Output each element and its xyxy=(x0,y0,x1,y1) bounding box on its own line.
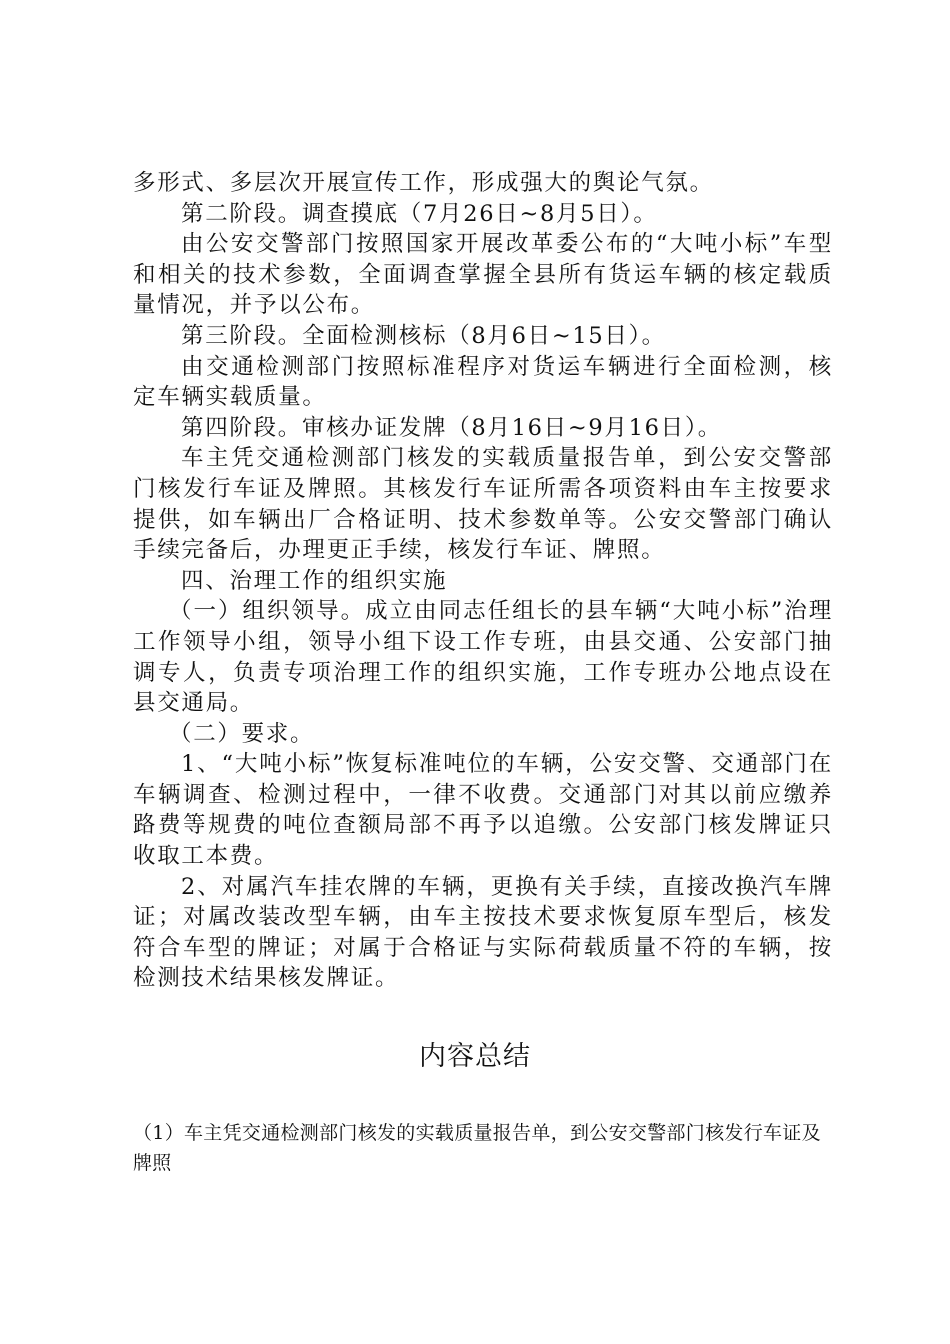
paragraph-stage-3-body: 由交通检测部门按照标准程序对货运车辆进行全面检测，核定车辆实载质量。 xyxy=(133,353,833,411)
section-4-heading: 四、治理工作的组织实施 xyxy=(181,567,448,594)
paragraph-requirements-heading: （二）要求。 xyxy=(169,720,315,747)
paragraph-stage-4-heading: 第四阶段。审核办证发牌（8月16日~9月16日）。 xyxy=(181,414,722,441)
summary-title: 内容总结 xyxy=(419,1041,531,1072)
paragraph-organization: （一）组织领导。成立由同志任组长的县车辆“大吨小标”治理工作领导小组，领导小组下设工作专班，由县交通、公安部门抽调专人，负责专项治理工作的组织实施，工作专班办公地点设在县交通局。 xyxy=(133,598,833,717)
paragraph-requirement-2: 2、对属汽车挂农牌的车辆，更换有关手续，直接改换汽车牌证；对属改装改型车辆，由车主按技术要求恢复原车型后，核发符合车型的牌证；对属于合格证与实际荷载质量不符的车辆，按检测技术结果核发牌证。 xyxy=(133,873,833,992)
paragraph-stage-2-body: 由公安交警部门按照国家开展改革委公布的“大吨小标”车型和相关的技术参数，全面调查掌握全县所有货运车辆的核定载质量情况，并予以公布。 xyxy=(133,231,833,319)
paragraph-stage-2-heading: 第二阶段。调查摸底（7月26日~8月5日）。 xyxy=(181,200,658,227)
paragraph-1: 多形式、多层次开展宣传工作，形成强大的舆论气氛。 xyxy=(133,170,714,196)
paragraph-stage-4-body: 车主凭交通检测部门核发的实载质量报告单，到公安交警部门核发行车证及牌照。其核发行车证所需各项资料由车主按要求提供，如车辆出厂合格证明、技术参数单等。公安交警部门确认手续完备后，办理更正手续，核发行车证、牌照。 xyxy=(133,445,833,564)
summary-text: （1）车主凭交通检测部门核发的实载质量报告单，到公安交警部门核发行车证及牌照 xyxy=(133,1122,821,1174)
paragraph-stage-3-heading: 第三阶段。全面检测核标（8月6日~15日）。 xyxy=(181,322,666,349)
paragraph-requirement-1: 1、“大吨小标”恢复标准吨位的车辆，公安交警、交通部门在车辆调查、检测过程中，一律不收费。交通部门对其以前应缴养路费等规费的吨位查额局部不再予以追缴。公安部门核发牌证只收取工本费。 xyxy=(133,751,833,870)
document-body xyxy=(133,168,833,994)
